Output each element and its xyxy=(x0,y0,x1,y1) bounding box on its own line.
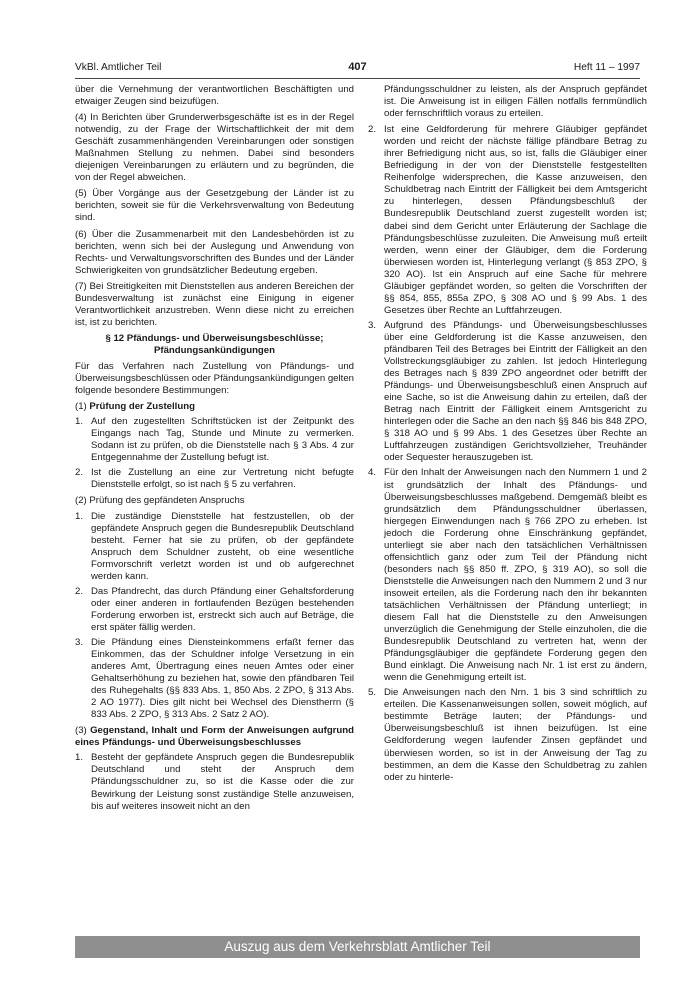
section-heading: § 12 Pfändungs- und Überweisungsbeschlüsse; Pfändungsankündigungen xyxy=(105,332,324,356)
subsection-1-title xyxy=(75,401,354,413)
list-item: 2. Ist die Zustellung an eine zur Vertretung nicht befugte Dienststelle erfolgt, so ist nach § 5 zu verfahren. xyxy=(75,467,354,491)
footer-banner: Auszug aus dem Verkehrsblatt Amtlicher Teil xyxy=(75,936,640,958)
left-column xyxy=(75,84,354,817)
subsection-3-list xyxy=(75,752,354,812)
issue-info: Heft 11 – 1997 xyxy=(573,62,640,73)
subsection-2-title: (2) Prüfung des gepfändeten Anspruchs xyxy=(75,495,245,507)
subsection-2-list xyxy=(75,511,354,722)
right-column xyxy=(368,84,647,788)
list-item: 5. Die Anweisungen nach den Nrn. 1 bis 3 sind schriftlich zu erteilen. Die Kassenanweisungen sollen, soweit möglich, auf bestimmte Beträge lauten; der Pfändungs- und Überweisungsbeschluß ist ihnen beizufügen. Ist eine Geldforderung wegen laufender Zinsen gepfändet und überwiesen worden, so ist in der Anweisung der Tag zu bestimmen, an dem die Kasse den Schuldbetrag zu zahlen oder zu hinterle- xyxy=(368,687,647,783)
subsection-3-number: (3) xyxy=(75,725,87,737)
paragraph-5: (5) Über Vorgänge aus der Gesetzgebung der Länder ist zu berichten, soweit sie für die Verkehrsverwaltung von Bedeutung sind. xyxy=(75,188,354,224)
list-item: 3. Aufgrund des Pfändungs- und Überweisungsbeschlusses über eine Geldforderung ist die Kasse anzuweisen, den pfändbaren Teil des Betrages bei Eintritt der Fälligkeit an den Vollstreckungsgläubiger zu zahlen. Ist jedoch Hinterlegung des Betrages nach § 839 ZPO angeordnet oder betrifft der Pfändungs- und Überweisungsbeschluß einen Anspruch auf eine Sache, so ist die Anweisung dahin zu erteilen, daß der Betrag nach Eintritt der Fälligkeit einem Amtsgericht zu hinterlegen oder die Sache an den nach §§ 846 bis 848 ZPO, § 318 AO und § 99 Abs. 1 des Gesetzes über Rechte an Luftfahrzeugen zuständigen Gerichtsvollzieher, Treuhänder oder Sequester herauszugeben ist. xyxy=(368,319,647,464)
list-item-continuation: Pfändungsschuldner zu leisten, als der Anspruch gepfändet ist. Die Anweisung ist in eiligen Fällen notfalls fernmündlich oder fernschriftlich voraus zu erteilen. xyxy=(384,84,647,120)
body-columns xyxy=(75,84,647,916)
page-header xyxy=(75,58,640,79)
subsection-3-title xyxy=(75,725,354,749)
list-item: 3. Die Pfändung eines Diensteinkommens erfaßt ferner das Einkommen, das der Schuldner infolge Versetzung in ein anderes Amt, Übertragung eines neuen Amtes oder einer Gehaltserhöhung zu beziehen hat, sowie den pfändbaren Teil des Ruhegehalts (§§ 833 Abs. 1, 850 Abs. 2 ZPO, § 313 Abs. 2 AO 1977). Dies gilt nicht bei Wechsel des Dienstherrn (§ 833 Abs. 2 ZPO, § 313 Abs. 2 Satz 2 AO). xyxy=(75,636,354,721)
page-number: 407 xyxy=(348,61,367,73)
list-item: 2. Ist eine Geldforderung für mehrere Gläubiger gepfändet worden und reicht der nächste fällige pfändbare Betrag zu ihrer Befriedigung nicht aus, so ist, falls die Gläubiger einer Befriedigung in der von der Dienststelle festgestellten Reihenfolge widersprechen, die Kasse anzuweisen, den Schuldbetrag nach Eintritt der Fälligkeit bei dem Amtsgericht zu hinterlegen, dessen Pfändungsbeschluß der Bundesrepublik Deutschland zuerst zugestellt worden ist; dabei sind dem Gericht unter Erläuterung der Sachlage die Pfändungsbeschlüsse zuzuleiten. Die Anweisung muß erteilt werden, wenn einer der Gläubiger, dem die Forderung überwiesen worden ist, Hinterlegung verlangt (§ 853 ZPO, § 320 AO). Ist ein Anspruch auf eine Sache für mehrere Gläubiger gepfändet worden, so gelten die Vorschriften der §§ 854, 855, 855a ZPO, § 308 AO und § 99 Abs. 1 des Gesetzes über Rechte an Luftfahrzeugen. xyxy=(368,124,647,316)
list-item: 4. Für den Inhalt der Anweisungen nach den Nummern 1 und 2 ist grundsätzlich der Inhalt des Pfändungs- und Überweisungsbeschlusses maßgebend. Demgemäß bleibt es grundsätzlich dem Pfändungsschuldner überlassen, hiergegen Einwendungen nach § 766 ZPO zu erheben. Ist jedoch die Forderung ohne Einschränkung gepfändet, unterliegt sie aber nach den tatsächlichen Verhältnissen offensichtlich ganz oder zum Teil der Pfändung nicht (besonders nach §§ 850 ff. ZPO, § 319 AO), so soll die Dienststelle die Anweisungen nach den Nummern 2 und 3 nur insoweit erteilen, als die Forderung nach den ihr bekannten tatsächlichen Verhältnissen der Pfändung unterliegt; in diesem Fall hat die Dienststelle zu den Anweisungen unverzüglich die Genehmigung der Stelle einzuholen, die die Bundesrepublik Deutschland zu vertreten hat, wenn der Pfändungsgläubiger die gepfändete Forderung gegen den Bund einklagt. Die Anweisung nach Nr. 1 ist erst zu ändern, wenn die Genehmigung erteilt ist. xyxy=(368,467,647,684)
subsection-1-number: (1) xyxy=(75,401,87,413)
journal-title: VkBl. Amtlicher Teil xyxy=(75,62,162,73)
paragraph-continuation: über die Vernehmung der verantwortlichen Beschäftigten und etwaiger Zeugen sind beizufügen. xyxy=(75,84,354,108)
subsection-3-label: Gegenstand, Inhalt und Form der Anweisungen aufgrund eines Pfändungs- und Überweisungsbeschlusses xyxy=(75,725,354,749)
section-intro: Für das Verfahren nach Zustellung von Pfändungs- und Überweisungsbeschlüssen oder Pfändungsankündigungen gelten folgende besondere Bestimmungen: xyxy=(75,360,354,397)
list-item: 1. Besteht der gepfändete Anspruch gegen die Bundesrepublik Deutschland und steht der Anspruch dem Pfändungsschuldner zu, so ist die Kasse oder die zur Bewirkung der Leistung sonst zuständige Stelle anzuweisen, bis auf weiteres insoweit nicht an den xyxy=(75,752,354,812)
paragraph-6: (6) Über die Zusammenarbeit mit den Landesbehörden ist zu berichten, wenn sich bei der Auslegung und Anwendung von Rechts- und Verwaltungsvorschriften des Bundes und der Länder Schwierigkeiten von grundsätzlicher Bedeutung ergeben. xyxy=(75,228,354,276)
list-item: 2. Das Pfandrecht, das durch Pfändung einer Gehaltsforderung oder einer anderen in fortlaufenden Bezügen bestehenden Forderung erworben ist, erstreckt sich auch auf Beträge, die erst später fällig werden. xyxy=(75,585,354,633)
paragraph-4: (4) In Berichten über Grunderwerbsgeschäfte ist es in der Regel notwendig, zu der Frage der Wirtschaftlichkeit der mit dem Geschäft zusammenhängenden Vereinbarungen oder sonstigen Maßnahmen Stellung zu nehmen. Dabei sind besonders diejenigen Vereinbarungen zu erläutern und zu begründen, die von der Regel abweichen. xyxy=(75,112,354,184)
list-item: 1. Auf den zugestellten Schriftstücken ist der Zeitpunkt des Eingangs nach Tag, Stunde und Minute zu vermerken. Sodann ist zu prüfen, ob die Dienststelle nach § 3 Abs. 4 zur Entgegennahme der Zustellung befugt ist. xyxy=(75,416,354,464)
list-item: 1. Die zuständige Dienststelle hat festzustellen, ob der gepfändete Anspruch gegen die Bundesrepublik Deutschland besteht. Ferner hat sie zu prüfen, ob der gepfändete Anspruch dem Schuldner zusteht, ob eine wesentliche Formvorschrift verletzt worden ist und ob aufgerechnet werden kann. xyxy=(75,510,354,582)
subsection-1-label: Prüfung der Zustellung xyxy=(89,401,195,413)
paragraph-7: (7) Bei Streitigkeiten mit Dienststellen aus anderen Bereichen der Bundesverwaltung ist zunächst eine Einigung in eigener Verantwortlichkeit anzustreben. Wenn diese nicht zu erreichen ist, ist zu berichten. xyxy=(75,280,354,328)
subsection-3-list-continued xyxy=(368,124,647,784)
subsection-1-list xyxy=(75,416,354,491)
